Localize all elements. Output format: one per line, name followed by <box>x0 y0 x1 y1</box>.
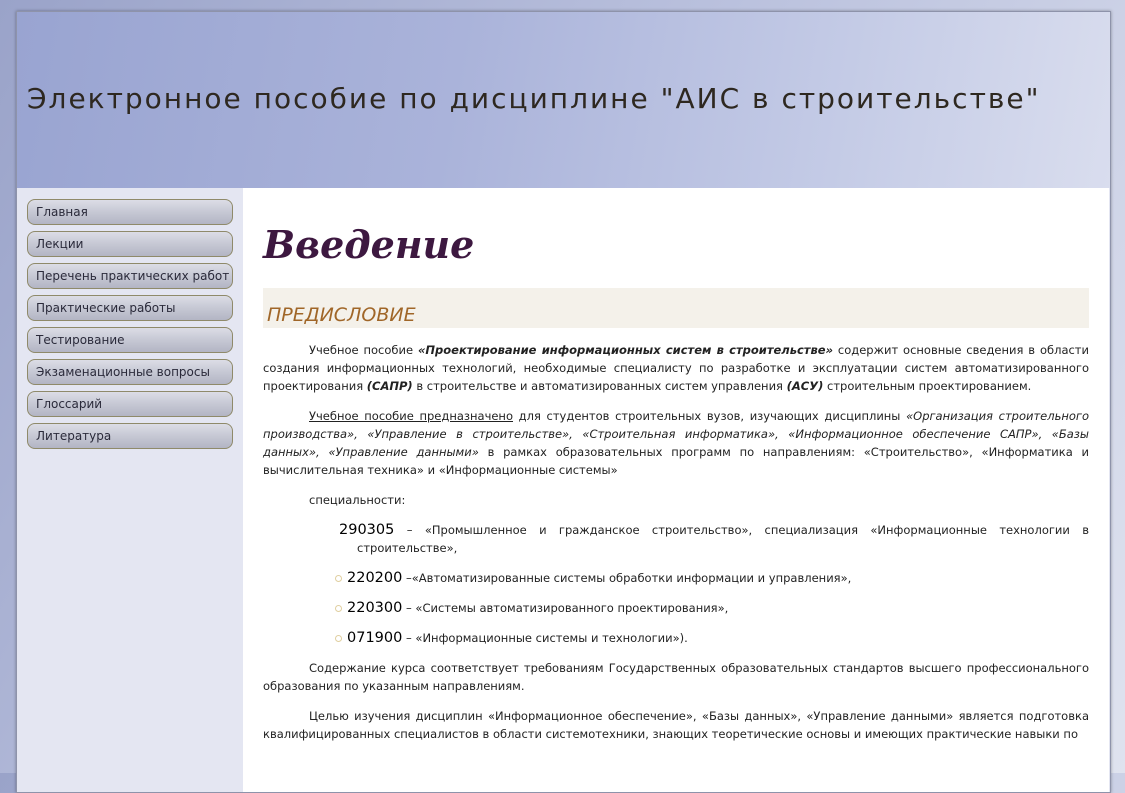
page-title: Введение <box>263 222 475 267</box>
paragraph-goal: Целью изучения дисциплин «Информационное обеспечение», «Базы данных», «Управление данными» является подготовка квалифицированных специалистов в области системотехники, знающих теоретические основы и имеющих практические навыки по <box>263 709 1089 741</box>
sidebar-item-literature[interactable]: Литература <box>27 423 233 449</box>
sidebar-item-glossary[interactable]: Глоссарий <box>27 391 233 417</box>
specialty-code: 071900 <box>347 630 403 646</box>
specialty-text: – «Информационные системы и технологии»). <box>402 631 688 645</box>
paragraph-intro <box>263 341 1089 395</box>
text-fragment: в рамках образовательных программ по направлениям: «Строительство», «Информатика и вычислительная техника» и «Информационные системы» <box>263 445 1089 477</box>
sidebar-item-home[interactable]: Главная <box>27 199 233 225</box>
text-fragment: в строительстве и автоматизированных систем управления <box>412 379 787 393</box>
page-frame <box>16 11 1111 793</box>
sidebar-item-practical-list[interactable]: Перечень практических работ <box>27 263 233 289</box>
paragraph-audience <box>263 407 1089 479</box>
specialties-label: специальности: <box>309 493 406 507</box>
bullet-icon <box>335 635 342 642</box>
disciplines-list: «Организация строительного производства», «Управление в строительстве», «Строительная информатика», «Информационное обеспечение САПР», «Базы данных», «Управление данными» <box>263 409 1090 459</box>
paragraph-standards: Содержание курса соответствует требованиям Государственных образовательных стандартов высшего профессионального образования по указанным направлениям. <box>263 661 1089 693</box>
specialty-item <box>263 599 1089 617</box>
section-title: ПРЕДИСЛОВИЕ <box>267 304 416 326</box>
bullet-icon <box>335 605 342 612</box>
specialty-item <box>263 629 1089 647</box>
specialty-text: – «Промышленное и гражданское строительство», специализация «Информационные технологии в строительстве», <box>357 523 1089 555</box>
main-content <box>243 188 1109 792</box>
underlined-phrase: Учебное пособие предназначено <box>309 409 513 423</box>
book-title: «Проектирование информационных систем в строительстве» <box>417 343 834 357</box>
sidebar-item-lectures[interactable]: Лекции <box>27 231 233 257</box>
abbr-sapr: (САПР) <box>366 379 413 393</box>
abbr-asu: (АСУ) <box>786 379 824 393</box>
text-fragment: строительным проектированием. <box>823 379 1032 393</box>
site-title: Электронное пособие по дисциплине "АИС в строительстве" <box>27 82 1041 115</box>
section-header <box>263 288 1089 328</box>
sidebar-item-testing[interactable]: Тестирование <box>27 327 233 353</box>
specialty-text: – «Системы автоматизированного проектирования», <box>402 601 729 615</box>
article-body <box>263 341 1089 755</box>
site-header <box>17 12 1110 188</box>
sidebar-item-practical-works[interactable]: Практические работы <box>27 295 233 321</box>
specialty-code: 220200 <box>347 570 403 586</box>
specialty-text: –«Автоматизированные системы обработки информации и управления», <box>402 571 852 585</box>
specialty-item <box>263 569 1089 587</box>
sidebar-nav <box>27 199 233 455</box>
text-fragment: содержит основные сведения в области создания информационных технологий, необходимые специалисту по разработке и эксплуатации систем автоматизированного проектирования <box>263 343 1089 393</box>
specialty-code: 220300 <box>347 600 403 616</box>
sidebar-item-exam-questions[interactable]: Экзаменационные вопросы <box>27 359 233 385</box>
text-fragment: Учебное пособие <box>309 343 418 357</box>
specialty-code: 290305 <box>339 522 395 538</box>
bullet-icon <box>335 575 342 582</box>
text-fragment: для студентов строительных вузов, изучающих дисциплины <box>513 409 907 423</box>
specialty-item <box>281 521 1089 557</box>
